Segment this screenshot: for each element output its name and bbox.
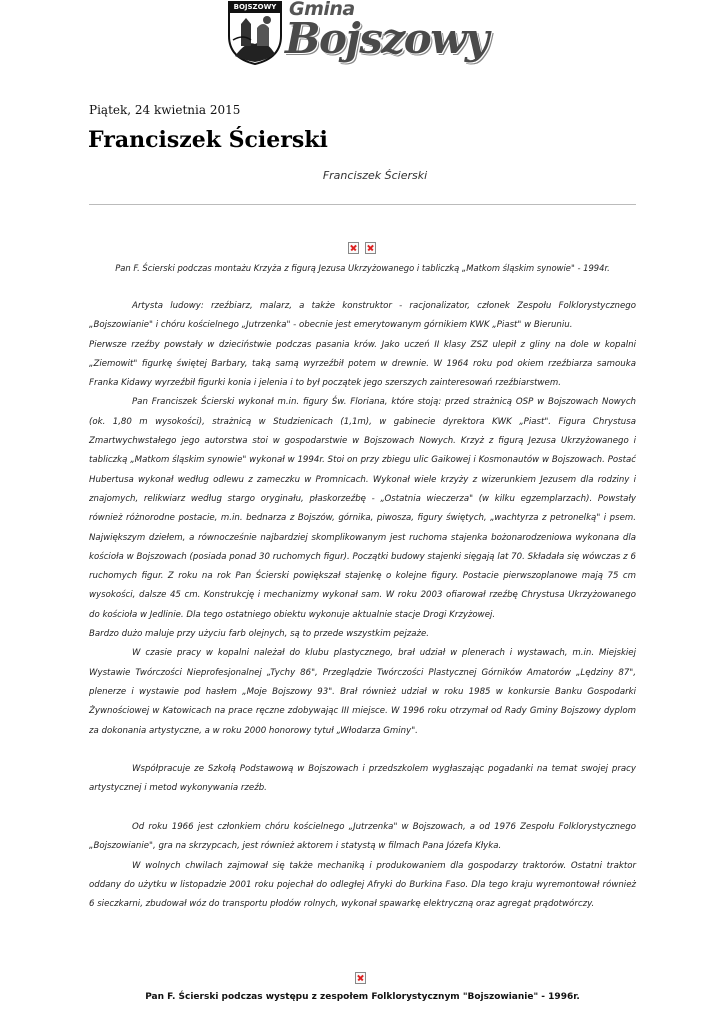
paragraph: W wolnych chwilach zajmował się także mechaniką i produkowaniem dla gospodarzy traktorów. Ostatni traktor oddany do użytku w listopadzie 2001 roku pojechał do odległej Afryki do Burkina Faso. Dla tego kraju wyremontował również 6 sieczkarni, zbudował wóz do transportu płodów rolnych, wykonał spawarkę elektryczną oraz agregat prądotwórczy. [89,860,636,910]
article-date: Piątek, 24 kwietnia 2015 [89,103,241,117]
article-subtitle: Franciszek Ścierski [322,169,428,182]
paragraph: Współpracuje ze Szkołą Podstawową w Bojszowach i przedszkolem wygłaszając pogadanki na temat swojej pracy artystycznej i metod wykonywania rzeźb. [89,764,636,794]
logo-bojszowy-text: Bojszowy [285,14,488,63]
paragraph: Od roku 1966 jest członkiem chóru kościelnego „Jutrzenka" w Bojszowach, a od 1976 Zespołu Folklorystycznego „Bojszowianie", gra na skrzypcach, jest również aktorem i statystą w filmach Pana Józefa Kłyka. [89,822,636,852]
paragraph: Bardzo dużo maluje przy użyciu farb olejnych, są to przede wszystkim pejzaże. [89,629,430,640]
paragraph: Pan Franciszek Ścierski wykonał m.in. figury Św. Floriana, które stoją: przed strażnicą OSP w Bojszowach Nowych (ok. 1,80 m wysokości), strażnicą w Studzienicach (1,1m), w gabinecie dyrektora KWK „Piast". Figura Chrystusa Zmartwychwstałego jego autorstwa stoi w gospodarstwie w Bojszowach Nowych. Krzyż z figurą Jezusa Ukrzyżowanego i tabliczką „Matkom śląskim synowie" wykonał w 1994r. Stoi on przy zbiegu ulic Gaikowej i Kosmonautów w Bojszowach. Postać Hubertusa wykonał według odlewu z zameczku w Promnicach. Wykonał wiele krzyży z wizerunkiem Jezusem dla rodziny i znajomych, relikwiarz według stargo oryginału, płaskorzeźbę - „Ostatnia wieczerza" (w kilku egzemplarzach). Powstały również różnorodne postacie, m.in. bednarza z Bojszów, górnika, piwosza, figury świętych, „wachtyrza z petronelką" i psem. Największym dziełem, a równocześnie najbardziej skomplikowanym jest ruchoma stajenka bożonarodzeniowa wykonana dla kościoła w Bojszowach (posiada ponad 30 ruchomych figur). Początki budowy stajenki sięgają lat 70. Składała się wówczas z 6 ruchomych figur. Z roku na rok Pan Ścierski powiększał stajenkę o kolejne figury. Postacie pierwszoplanowe mają 75 cm wysokości, dalsze 45 cm. Konstrukcję i mechanizmy wykonał sam. W roku 2003 ofiarował rzeźbę Chrystusa Ukrzyżowanego do kościoła w Jedlinie. Dla tego ostatniego obiektu wykonuje aktualnie stacje Drogi Krzyżowej. [89,397,636,620]
image-caption-bottom: Pan F. Ścierski podczas występu z zespołem Folklorystycznym "Bojszowianie" - 1996r. [145,992,580,1002]
broken-image-icon [355,972,366,984]
logo-gmina-text: Gmina [289,0,355,20]
site-header [227,0,488,70]
crest-label: BOJSZOWY [233,3,277,11]
page-title: Franciszek Ścierski [88,127,328,153]
broken-image-icon [348,242,359,254]
paragraph: W czasie pracy w kopalni należał do klubu plastycznego, brał udział w plenerach i wystawach, m.in. Miejskiej Wystawie Twórczości Nieprofesjonalnej „Tychy 86", Przeglądzie Twórczości Plastycznej Górników Amatorów „Lędziny 87", plenerze i wystawie pod hasłem „Moje Bojszowy 93". Brał również udział w roku 1985 w konkursie Banku Gospodarki Żywnościowej w Katowicach na prace ręczne zdobywając III miejsce. W 1996 roku otrzymał od Rady Gminy Bojszowy dyplom za dokonania artystyczne, a w roku 2000 honorowy tytuł „Włodarza Gminy". [89,648,636,736]
image-caption-top: Pan F. Ścierski podczas montażu Krzyża z figurą Jezusa Ukrzyżowanego i tabliczką „Matkom śląskim synowie" - 1994r. [115,263,610,273]
coat-of-arms-icon [227,0,283,66]
paragraph: Artysta ludowy: rzeźbiarz, malarz, a także konstruktor - racjonalizator, członek Zespołu Folklorystycznego „Bojszowianie" i chóru kościelnego „Jutrzenka" - obecnie jest emerytowanym górnikiem KWK „Piast" w Bieruniu. [89,301,636,331]
paragraph: Pierwsze rzeźby powstały w dzieciństwie podczas pasania krów. Jako uczeń II klasy ZSZ ulepił z gliny na dole w kopalni „Ziemowit" figurkę świętej Barbary, taką samą wyrzeźbił potem w drewnie. W 1964 roku pod okiem rzeźbiarza samouka Franka Kidawy wyrzeźbił figurki konia i jelenia i to był początek jego szerszych zainteresowań rzeźbiarstwem. [89,339,636,389]
broken-image-icon [365,242,376,254]
divider [89,204,636,205]
article-body [89,297,636,915]
